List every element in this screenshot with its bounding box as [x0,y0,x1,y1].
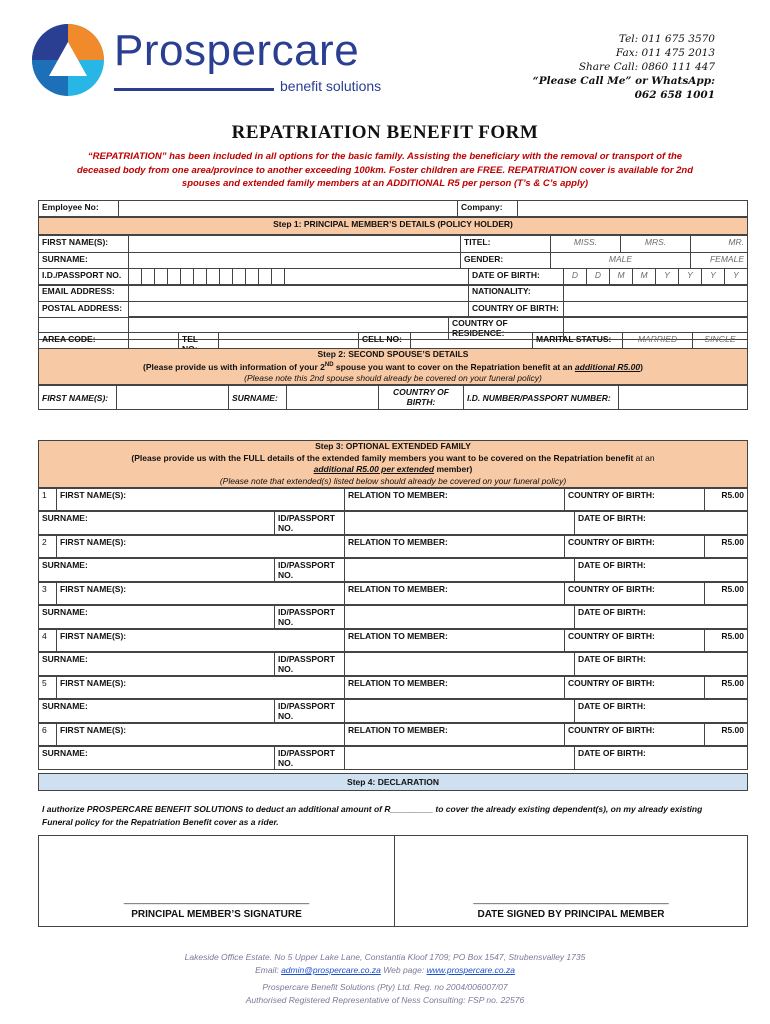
id-digit-box[interactable] [181,269,194,286]
logo [30,22,410,98]
step2-table [38,385,748,410]
member-first-name-label[interactable]: FIRST NAME(S): [57,677,345,699]
footer [0,951,770,1007]
member-first-name-label[interactable]: FIRST NAME(S): [57,630,345,652]
id-digit-box[interactable] [155,269,168,286]
contact-fax: Fax: 011 475 2013 [615,47,715,59]
member-price: R5.00 [705,536,748,558]
step2-note: (Please note this 2nd spouse should already be covered on your funeral policy) [244,372,542,383]
member-number: 6 [39,724,57,746]
email-field[interactable] [129,285,469,302]
extended-member-6 [38,723,748,746]
step3-header [38,440,748,488]
member-country-of-birth-label[interactable]: COUNTRY OF BIRTH: [565,489,705,511]
member-price: R5.00 [705,677,748,699]
surname-label: SURNAME: [39,253,129,269]
member-relation-label[interactable]: RELATION TO MEMBER: [345,677,565,699]
member-dob-label[interactable]: DATE OF BIRTH: [575,700,748,723]
dob-year-box[interactable]: Y [702,269,725,286]
signature-line: _____________________________________ [123,894,310,904]
dob-year-box[interactable]: Y [656,269,679,286]
step3-instructions-2: additional R5.00 per extended member) [313,464,473,474]
country-of-residence-label: COUNTRY OF RESIDENCE: [449,317,564,340]
member-number: 2 [39,536,57,558]
member-number: 3 [39,583,57,605]
step2-instructions: (Please provide us with information of your 2ND spouse you want to cover on the Repatriation benefit at an additional R5.00) [143,361,643,372]
member-first-name-label[interactable]: FIRST NAME(S): [57,489,345,511]
contact-tel: Tel: 011 675 3570 [618,33,715,45]
gender-male-option[interactable]: MALE [551,253,691,269]
member-surname-label[interactable]: SURNAME: [39,559,275,582]
member-id-label[interactable]: ID/PASSPORT NO. [275,606,345,629]
member-relation-label[interactable]: RELATION TO MEMBER: [345,630,565,652]
brand-underline [114,88,274,91]
dob-day-box[interactable]: D [587,269,610,286]
id-digit-box[interactable] [246,269,259,286]
member-dob-label[interactable]: DATE OF BIRTH: [575,653,748,676]
member-id-label[interactable]: ID/PASSPORT NO. [275,512,345,535]
member-first-name-label[interactable]: FIRST NAME(S): [57,536,345,558]
member-country-of-birth-label[interactable]: COUNTRY OF BIRTH: [565,583,705,605]
dob-label: DATE OF BIRTH: [469,269,564,286]
member-surname-label[interactable]: SURNAME: [39,700,275,723]
spouse-id-label: I.D. NUMBER/PASSPORT NUMBER: [464,386,619,410]
member-id-field[interactable] [345,559,575,582]
member-id-label[interactable]: ID/PASSPORT NO. [275,700,345,723]
id-digit-box[interactable] [233,269,246,286]
contact-block [533,32,715,102]
contact-whatsapp: 062 658 1001 [634,89,715,101]
nationality-label: NATIONALITY: [469,285,564,302]
member-price: R5.00 [705,489,748,511]
step1-table [38,217,748,235]
dob-year-box[interactable]: Y [679,269,702,286]
contact-share: Share Call: 0860 111 447 [578,61,715,73]
id-digit-box[interactable] [129,269,142,286]
contact-please: “Please Call Me” or WhatsApp: [532,75,715,87]
date-signed-box[interactable] [394,835,748,927]
id-digit-box[interactable] [259,269,272,286]
extended-member-6-details [38,746,748,770]
dob-day-box[interactable]: D [564,269,587,286]
member-id-label[interactable]: ID/PASSPORT NO. [275,747,345,770]
member-country-of-birth-label[interactable]: COUNTRY OF BIRTH: [565,630,705,652]
logo-mark-icon [30,22,106,98]
title-mr-option[interactable]: MR. [691,236,748,253]
extended-member-1-details [38,511,748,535]
footer-web-link[interactable]: www.prospercare.co.za [426,965,515,975]
employee-no-field[interactable] [119,201,458,217]
brand-name: Prospercare [114,26,360,75]
footer-fsp: Authorised Registered Representative of Ness Consulting: FSP no. 22576 [245,995,525,1005]
title-miss-option[interactable]: MISS. [551,236,621,253]
spouse-surname-label: SURNAME: [229,386,287,410]
spouse-first-name-field[interactable] [117,386,229,410]
member-relation-label[interactable]: RELATION TO MEMBER: [345,583,565,605]
email-label: EMAIL ADDRESS: [39,285,129,302]
company-label: Company: [458,201,518,217]
member-id-field[interactable] [345,512,575,535]
dob-month-box[interactable]: M [633,269,656,286]
country-of-birth-label: COUNTRY OF BIRTH: [469,302,564,318]
member-country-of-birth-label[interactable]: COUNTRY OF BIRTH: [565,677,705,699]
dob-month-box[interactable]: M [610,269,633,286]
extended-member-5-details [38,699,748,723]
employee-company-table [38,200,748,217]
id-digit-box[interactable] [168,269,181,286]
member-number: 4 [39,630,57,652]
step3-title: Step 3: OPTIONAL EXTENDED FAMILY [315,441,471,451]
postal-address-label: POSTAL ADDRESS: [39,302,129,318]
page-title: REPATRIATION BENEFIT FORM [231,122,539,143]
spouse-country-of-birth-label: COUNTRY OF BIRTH: [379,386,464,410]
extended-member-3 [38,582,748,605]
member-id-field[interactable] [345,747,575,770]
step1-title: Step 1: PRINCIPAL MEMBER’S DETAILS (POLICY HOLDER) [39,218,748,235]
title-mrs-option[interactable]: MRS. [621,236,691,253]
signature-box[interactable] [38,835,395,927]
extended-member-5 [38,676,748,699]
member-country-of-birth-label[interactable]: COUNTRY OF BIRTH: [565,536,705,558]
declaration-text: I authorize PROSPERCARE BENEFIT SOLUTIONS to deduct an additional amount of R_________ to cover the already existing dependent(s), on my already existing Funeral policy for the Repatriation Benefit cover as a rider. [42,804,703,827]
extended-member-4 [38,629,748,652]
member-surname-label[interactable]: SURNAME: [39,512,275,535]
extended-member-2 [38,535,748,558]
member-id-label[interactable]: ID/PASSPORT NO. [275,559,345,582]
spouse-first-name-label: FIRST NAME(S): [39,386,117,410]
signature-label: PRINCIPAL MEMBER’S SIGNATURE [131,909,302,920]
id-digit-box[interactable] [285,269,469,286]
member-relation-label[interactable]: RELATION TO MEMBER: [345,536,565,558]
member-dob-label[interactable]: DATE OF BIRTH: [575,606,748,629]
id-digit-box[interactable] [207,269,220,286]
step2-title: Step 2: SECOND SPOUSE’S DETAILS [317,349,469,359]
spouse-id-field[interactable] [619,386,748,410]
extended-member-4-details [38,652,748,676]
member-dob-label[interactable]: DATE OF BIRTH: [575,747,748,770]
member-price: R5.00 [705,630,748,652]
member-relation-label[interactable]: RELATION TO MEMBER: [345,724,565,746]
titel-label: TITEL: [461,236,551,253]
gender-label: GENDER: [461,253,551,269]
area-code-label: AREA CODE: [39,333,129,356]
step2-header [38,348,748,385]
member-number: 5 [39,677,57,699]
intro-text: “REPATRIATION” has been included in all options for the basic family. Assisting the beneficiary with the removal or transport of the deceased body from one area/province to another exceeding 100km. Foster children are FREE. REPATRIATION cover is available for 2nd spouses and extended family members at an ADDITIONAL R5 per person (T’s & C’s apply) [76,151,694,189]
member-id-label[interactable]: ID/PASSPORT NO. [275,653,345,676]
first-name-label: FIRST NAME(S): [39,236,129,253]
member-price: R5.00 [705,724,748,746]
member-dob-label[interactable]: DATE OF BIRTH: [575,559,748,582]
dob-year-box[interactable]: Y [725,269,748,286]
employee-no-label: Employee No: [39,201,119,217]
extended-member-3-details [38,605,748,629]
member-country-of-birth-label[interactable]: COUNTRY OF BIRTH: [565,724,705,746]
member-id-field[interactable] [345,606,575,629]
first-name-field[interactable] [129,236,461,253]
step1-row-first [38,235,748,269]
footer-email-link[interactable]: admin@prospercare.co.za [281,965,381,975]
footer-contact: Email: admin@prospercare.co.za Web page: www.prospercare.co.za [255,965,515,975]
member-number: 1 [39,489,57,511]
member-first-name-label[interactable]: FIRST NAME(S): [57,724,345,746]
footer-registration: Prospercare Benefit Solutions (Pty) Ltd. Reg. no 2004/006007/07 [262,982,508,992]
marital-status-label: MARITAL STATUS: [533,333,623,356]
member-first-name-label[interactable]: FIRST NAME(S): [57,583,345,605]
gender-female-option[interactable]: FEMALE [691,253,748,269]
id-digit-box[interactable] [142,269,155,286]
step3-instructions: (Please provide us with the FULL details of the extended family members you want to be covered on the Repatriation benefit at an [131,452,655,463]
member-id-field[interactable] [345,700,575,723]
marital-married-option[interactable]: MARRIED [623,333,693,356]
extended-member-2-details [38,558,748,582]
date-signed-label: DATE SIGNED BY PRINCIPAL MEMBER [477,909,665,920]
spouse-surname-field[interactable] [287,386,379,410]
company-field[interactable] [518,201,748,217]
extended-family-list [38,488,748,770]
member-id-field[interactable] [345,653,575,676]
cell-no-label: CELL NO: [359,333,411,356]
step1-row-email [38,284,748,318]
member-surname-label[interactable]: SURNAME: [39,653,275,676]
tel-no-label: TEL [179,333,219,356]
member-relation-label[interactable]: RELATION TO MEMBER: [345,489,565,511]
footer-address: Lakeside Office Estate. No 5 Upper Lake Lane, Constantia Kloof 1709; PO Box 1547, Strubensvalley 1735 [184,952,586,962]
date-line: _______________________________________ [473,894,669,904]
id-digit-box[interactable] [220,269,233,286]
surname-field[interactable] [129,253,461,269]
id-digit-box[interactable] [194,269,207,286]
step4-title: Step 4: DECLARATION [38,773,748,791]
member-dob-label[interactable]: DATE OF BIRTH: [575,512,748,535]
id-passport-label: I.D./PASSPORT NO. [39,269,129,286]
member-price: R5.00 [705,583,748,605]
step3-note: (Please note that extended(s) listed below should already be covered on your funeral policy) [219,475,567,486]
marital-single-option[interactable]: SINGLE [693,333,748,356]
extended-member-1 [38,488,748,511]
member-surname-label[interactable]: SURNAME: [39,747,275,770]
nationality-field[interactable] [564,285,748,302]
brand-tagline: benefit solutions [280,78,382,94]
member-surname-label[interactable]: SURNAME: [39,606,275,629]
id-digit-box[interactable] [272,269,285,286]
